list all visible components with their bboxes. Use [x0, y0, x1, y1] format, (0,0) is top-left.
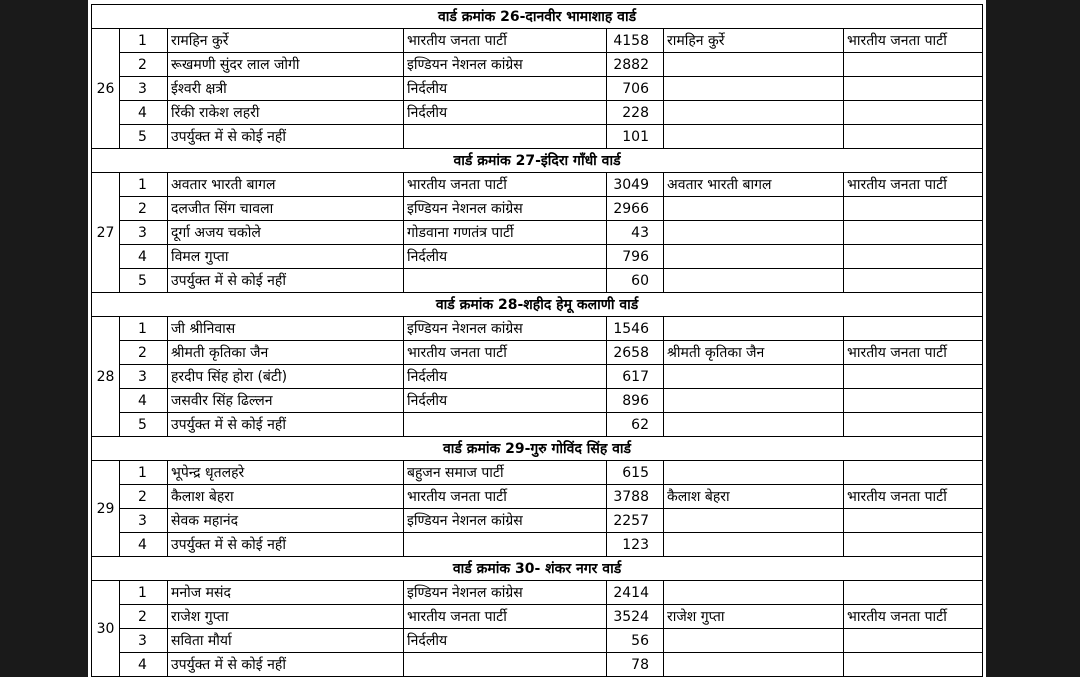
candidate-row [92, 101, 983, 125]
serial-number-cell: 3 [120, 509, 168, 533]
winner-name-cell [664, 197, 844, 221]
winner-party-cell [844, 509, 983, 533]
vote-count-cell: 2414 [607, 581, 664, 605]
ward-title: वार्ड क्रमांक 30- शंकर नगर वार्ड [92, 557, 983, 581]
ward-header-row [92, 5, 983, 29]
serial-number-cell: 4 [120, 389, 168, 413]
serial-number-cell: 4 [120, 101, 168, 125]
serial-number-cell: 1 [120, 581, 168, 605]
candidate-name-cell: दूर्गा अजय चकोले [168, 221, 404, 245]
winner-name-cell [664, 413, 844, 437]
party-name-cell: इण्डियन नेशनल कांग्रेस [404, 509, 607, 533]
candidate-row [92, 173, 983, 197]
vote-count-cell: 3049 [607, 173, 664, 197]
winner-name-cell: कैलाश बेहरा [664, 485, 844, 509]
winner-party-cell [844, 389, 983, 413]
winner-name-cell [664, 653, 844, 677]
serial-number-cell: 2 [120, 341, 168, 365]
winner-party-cell [844, 581, 983, 605]
candidate-name-cell: विमल गुप्ता [168, 245, 404, 269]
winner-party-cell [844, 533, 983, 557]
vote-count-cell: 2257 [607, 509, 664, 533]
serial-number-cell: 1 [120, 461, 168, 485]
vote-count-cell: 3524 [607, 605, 664, 629]
party-name-cell [404, 653, 607, 677]
candidate-row [92, 221, 983, 245]
winner-party-cell [844, 269, 983, 293]
winner-party-cell [844, 77, 983, 101]
party-name-cell: भारतीय जनता पार्टी [404, 485, 607, 509]
ward-number-cell: 28 [92, 317, 120, 437]
winner-name-cell [664, 581, 844, 605]
vote-count-cell: 3788 [607, 485, 664, 509]
winner-party-cell [844, 317, 983, 341]
serial-number-cell: 3 [120, 365, 168, 389]
candidate-name-cell: ईश्वरी क्षत्री [168, 77, 404, 101]
winner-party-cell [844, 653, 983, 677]
vote-count-cell: 228 [607, 101, 664, 125]
candidate-name-cell: अवतार भारती बागल [168, 173, 404, 197]
candidate-row [92, 533, 983, 557]
winner-name-cell [664, 269, 844, 293]
party-name-cell: इण्डियन नेशनल कांग्रेस [404, 317, 607, 341]
candidate-row [92, 509, 983, 533]
vote-count-cell: 43 [607, 221, 664, 245]
ward-title: वार्ड क्रमांक 29-गुरु गोविंद सिंह वार्ड [92, 437, 983, 461]
winner-party-cell [844, 101, 983, 125]
ward-title: वार्ड क्रमांक 28-शहीद हेमू कलाणी वार्ड [92, 293, 983, 317]
vote-count-cell: 123 [607, 533, 664, 557]
candidate-row [92, 77, 983, 101]
winner-party-cell: भारतीय जनता पार्टी [844, 605, 983, 629]
candidate-name-cell: रूखमणी सुंदर लाल जोगी [168, 53, 404, 77]
document-page [88, 0, 986, 677]
party-name-cell [404, 125, 607, 149]
candidate-name-cell: उपर्युक्त में से कोई नहीं [168, 269, 404, 293]
candidate-name-cell: जी श्रीनिवास [168, 317, 404, 341]
winner-party-cell [844, 413, 983, 437]
vote-count-cell: 56 [607, 629, 664, 653]
vote-count-cell: 896 [607, 389, 664, 413]
winner-party-cell [844, 461, 983, 485]
winner-name-cell [664, 461, 844, 485]
candidate-name-cell: कैलाश बेहरा [168, 485, 404, 509]
winner-party-cell: भारतीय जनता पार्टी [844, 485, 983, 509]
candidate-row [92, 269, 983, 293]
candidate-row [92, 365, 983, 389]
serial-number-cell: 3 [120, 77, 168, 101]
party-name-cell: निर्दलीय [404, 389, 607, 413]
vote-count-cell: 60 [607, 269, 664, 293]
ward-header-row [92, 557, 983, 581]
vote-count-cell: 617 [607, 365, 664, 389]
candidate-name-cell: उपर्युक्त में से कोई नहीं [168, 533, 404, 557]
party-name-cell: निर्दलीय [404, 365, 607, 389]
winner-name-cell [664, 389, 844, 413]
vote-count-cell: 78 [607, 653, 664, 677]
candidate-row [92, 581, 983, 605]
party-name-cell: निर्दलीय [404, 629, 607, 653]
vote-count-cell: 1546 [607, 317, 664, 341]
winner-party-cell [844, 197, 983, 221]
winner-name-cell [664, 221, 844, 245]
party-name-cell [404, 269, 607, 293]
winner-name-cell [664, 317, 844, 341]
ward-header-row [92, 293, 983, 317]
candidate-name-cell: राजेश गुप्ता [168, 605, 404, 629]
winner-name-cell [664, 101, 844, 125]
serial-number-cell: 2 [120, 605, 168, 629]
ward-number-cell: 26 [92, 29, 120, 149]
party-name-cell [404, 533, 607, 557]
party-name-cell: भारतीय जनता पार्टी [404, 605, 607, 629]
winner-party-cell: भारतीय जनता पार्टी [844, 341, 983, 365]
winner-party-cell [844, 245, 983, 269]
candidate-row [92, 245, 983, 269]
winner-party-cell: भारतीय जनता पार्टी [844, 29, 983, 53]
candidate-name-cell: हरदीप सिंह होरा (बंटी) [168, 365, 404, 389]
winner-name-cell [664, 365, 844, 389]
winner-party-cell [844, 53, 983, 77]
candidate-name-cell: भूपेन्द्र धृतलहरे [168, 461, 404, 485]
candidate-row [92, 125, 983, 149]
serial-number-cell: 5 [120, 413, 168, 437]
candidate-name-cell: मनोज मसंद [168, 581, 404, 605]
candidate-row [92, 653, 983, 677]
party-name-cell: इण्डियन नेशनल कांग्रेस [404, 581, 607, 605]
candidate-name-cell: रिंकी राकेश लहरी [168, 101, 404, 125]
candidate-row [92, 317, 983, 341]
winner-name-cell: राजेश गुप्ता [664, 605, 844, 629]
candidate-row [92, 29, 983, 53]
candidate-name-cell: उपर्युक्त में से कोई नहीं [168, 413, 404, 437]
winner-name-cell [664, 53, 844, 77]
candidate-row [92, 341, 983, 365]
winner-party-cell [844, 221, 983, 245]
candidate-name-cell: जसवीर सिंह ढिल्लन [168, 389, 404, 413]
vote-count-cell: 101 [607, 125, 664, 149]
candidate-name-cell: सेवक महानंद [168, 509, 404, 533]
party-name-cell: निर्दलीय [404, 101, 607, 125]
party-name-cell: भारतीय जनता पार्टी [404, 29, 607, 53]
candidate-name-cell: सविता मौर्या [168, 629, 404, 653]
vote-count-cell: 2658 [607, 341, 664, 365]
winner-party-cell [844, 125, 983, 149]
party-name-cell: भारतीय जनता पार्टी [404, 173, 607, 197]
party-name-cell [404, 413, 607, 437]
serial-number-cell: 3 [120, 221, 168, 245]
candidate-row [92, 461, 983, 485]
table-body [92, 5, 983, 677]
serial-number-cell: 2 [120, 53, 168, 77]
ward-number-cell: 29 [92, 461, 120, 557]
serial-number-cell: 3 [120, 629, 168, 653]
winner-party-cell [844, 365, 983, 389]
vote-count-cell: 706 [607, 77, 664, 101]
candidate-name-cell: श्रीमती कृतिका जैन [168, 341, 404, 365]
winner-name-cell: अवतार भारती बागल [664, 173, 844, 197]
serial-number-cell: 1 [120, 317, 168, 341]
ward-number-cell: 30 [92, 581, 120, 677]
serial-number-cell: 4 [120, 533, 168, 557]
candidate-name-cell: दलजीत सिंग चावला [168, 197, 404, 221]
party-name-cell: बहुजन समाज पार्टी [404, 461, 607, 485]
winner-name-cell: रामहिन कुर्रे [664, 29, 844, 53]
party-name-cell: इण्डियन नेशनल कांग्रेस [404, 53, 607, 77]
candidate-row [92, 389, 983, 413]
vote-count-cell: 2966 [607, 197, 664, 221]
candidate-row [92, 485, 983, 509]
party-name-cell: निर्दलीय [404, 245, 607, 269]
ward-header-row [92, 437, 983, 461]
candidate-row [92, 413, 983, 437]
serial-number-cell: 5 [120, 125, 168, 149]
winner-party-cell: भारतीय जनता पार्टी [844, 173, 983, 197]
candidate-row [92, 53, 983, 77]
ward-title: वार्ड क्रमांक 26-दानवीर भामाशाह वार्ड [92, 5, 983, 29]
serial-number-cell: 1 [120, 29, 168, 53]
serial-number-cell: 1 [120, 173, 168, 197]
ward-title: वार्ड क्रमांक 27-इंदिरा गाँधी वार्ड [92, 149, 983, 173]
serial-number-cell: 4 [120, 653, 168, 677]
winner-name-cell [664, 629, 844, 653]
candidate-name-cell: उपर्युक्त में से कोई नहीं [168, 653, 404, 677]
serial-number-cell: 5 [120, 269, 168, 293]
serial-number-cell: 4 [120, 245, 168, 269]
ward-number-cell: 27 [92, 173, 120, 293]
ward-header-row [92, 149, 983, 173]
party-name-cell: निर्दलीय [404, 77, 607, 101]
vote-count-cell: 4158 [607, 29, 664, 53]
winner-name-cell [664, 77, 844, 101]
vote-count-cell: 2882 [607, 53, 664, 77]
candidate-row [92, 629, 983, 653]
election-results-table [91, 4, 983, 677]
vote-count-cell: 796 [607, 245, 664, 269]
party-name-cell: भारतीय जनता पार्टी [404, 341, 607, 365]
vote-count-cell: 615 [607, 461, 664, 485]
candidate-row [92, 605, 983, 629]
party-name-cell: गोडवाना गणतंत्र पार्टी [404, 221, 607, 245]
party-name-cell: इण्डियन नेशनल कांग्रेस [404, 197, 607, 221]
winner-name-cell [664, 125, 844, 149]
candidate-name-cell: उपर्युक्त में से कोई नहीं [168, 125, 404, 149]
winner-name-cell [664, 509, 844, 533]
winner-name-cell: श्रीमती कृतिका जैन [664, 341, 844, 365]
serial-number-cell: 2 [120, 485, 168, 509]
candidate-row [92, 197, 983, 221]
vote-count-cell: 62 [607, 413, 664, 437]
winner-name-cell [664, 245, 844, 269]
winner-name-cell [664, 533, 844, 557]
candidate-name-cell: रामहिन कुर्रे [168, 29, 404, 53]
serial-number-cell: 2 [120, 197, 168, 221]
winner-party-cell [844, 629, 983, 653]
